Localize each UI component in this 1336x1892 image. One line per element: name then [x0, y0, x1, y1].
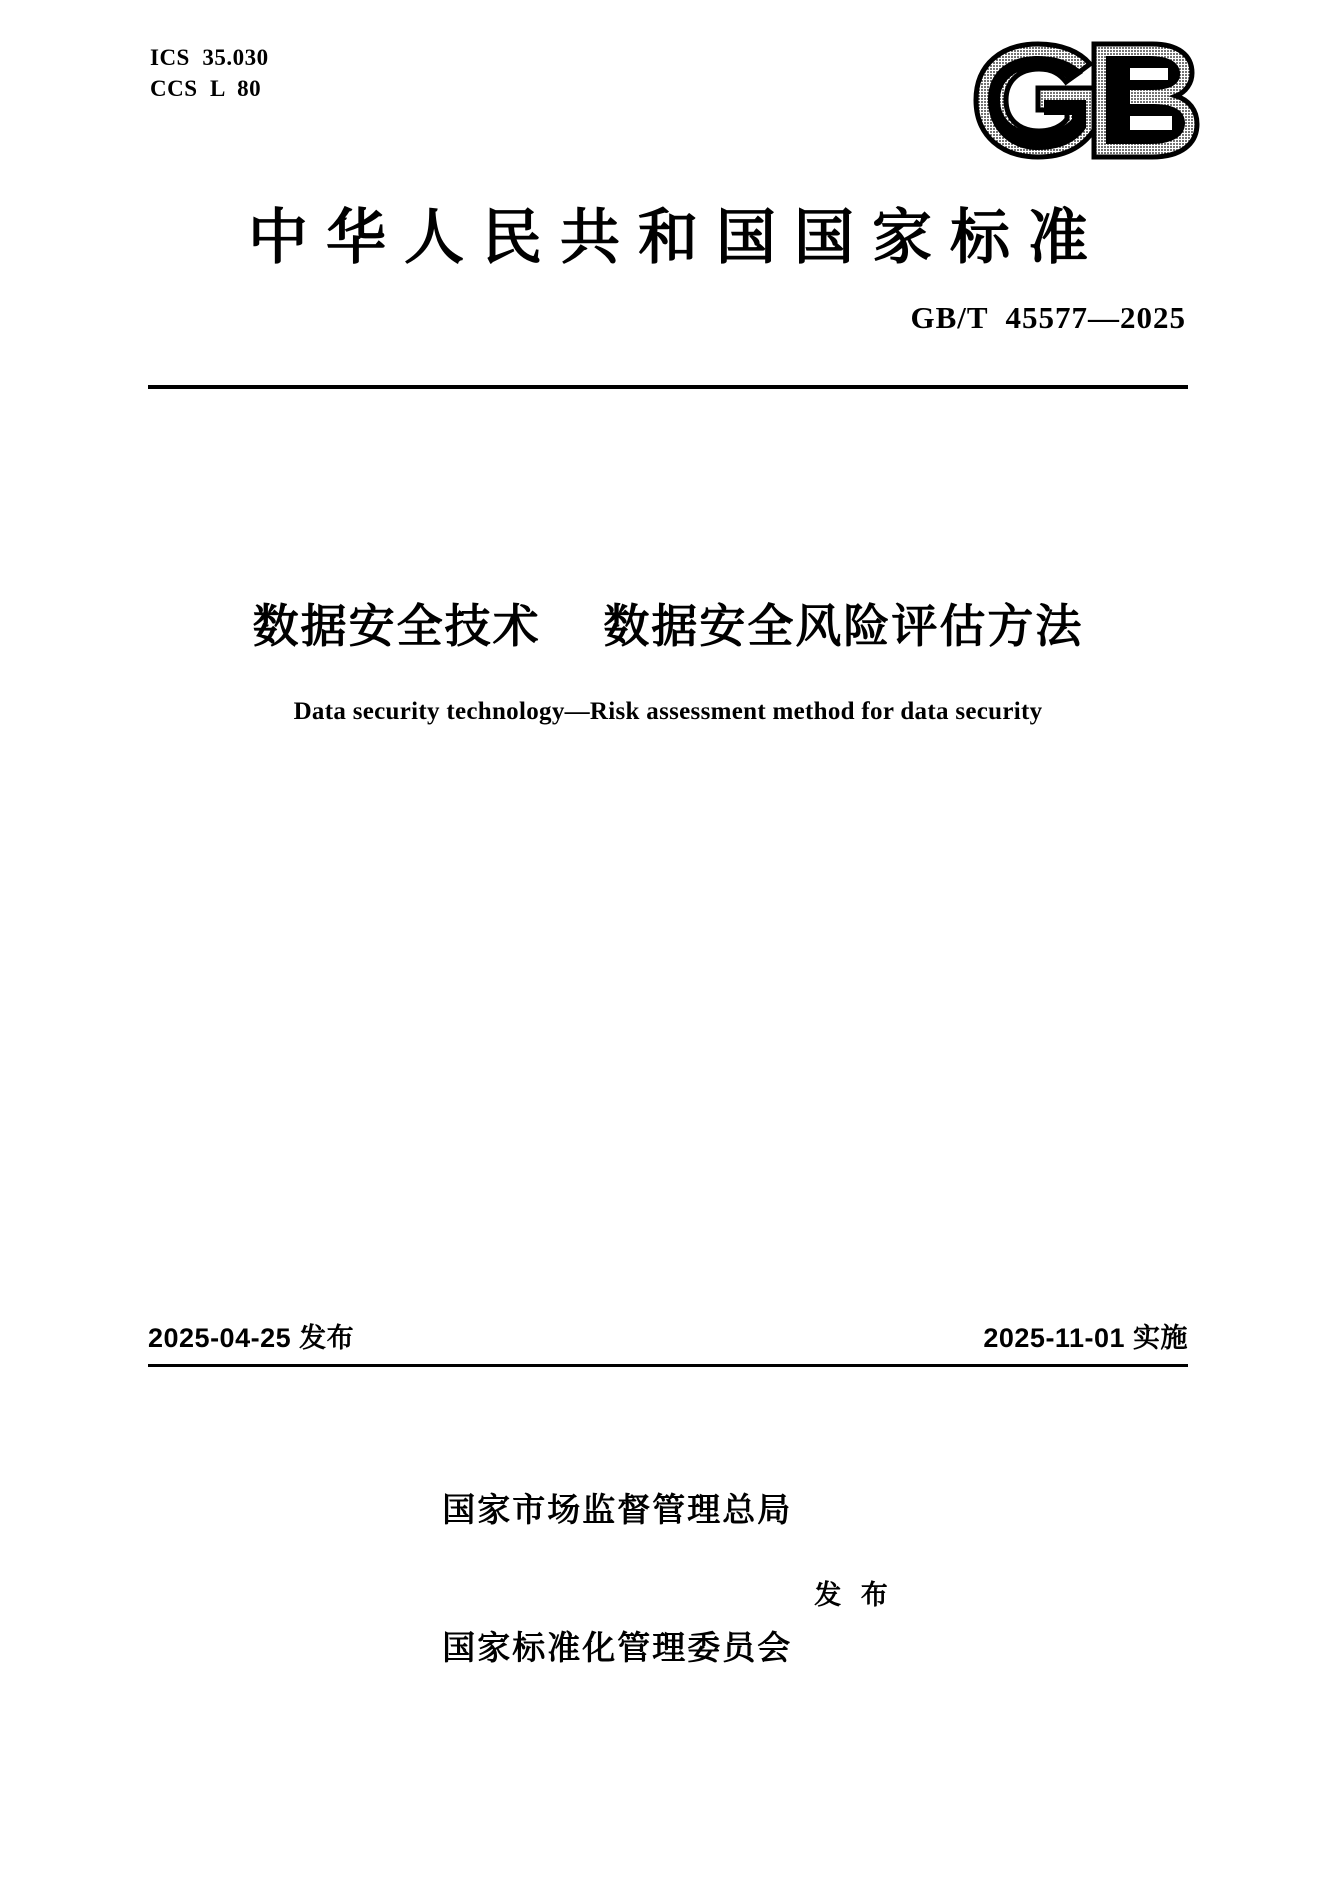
- standard-number: GB/T 45577—2025: [910, 300, 1186, 335]
- issue-verb: 发 布: [814, 1579, 894, 1610]
- national-standard-title: 中华人民共和国国家标准: [248, 204, 1106, 271]
- document-title-chinese: 数据安全技术 数据安全风险评估方法: [252, 600, 1084, 652]
- release-date: 2025-04-25 发布: [148, 1323, 355, 1353]
- document-title-english: Data security technology—Risk assessment method for data security: [293, 698, 1043, 725]
- dates-row: [148, 1316, 1188, 1355]
- issuer-line-1: 国家市场监督管理总局: [442, 1491, 793, 1528]
- issuer-line-2: 国家标准化管理委员会: [442, 1629, 793, 1666]
- implementation-date: 2025-11-01 实施: [983, 1323, 1188, 1353]
- divider-top: [148, 385, 1188, 389]
- issuer-names: [442, 1395, 792, 1763]
- ccs-code: CCS L 80: [150, 76, 262, 101]
- gb-logo-icon: [966, 38, 1206, 163]
- ics-code: ICS 35.030: [150, 45, 269, 70]
- classification-codes: [150, 42, 269, 104]
- issuing-organizations: [0, 1395, 1336, 1763]
- divider-bottom: [148, 1364, 1188, 1367]
